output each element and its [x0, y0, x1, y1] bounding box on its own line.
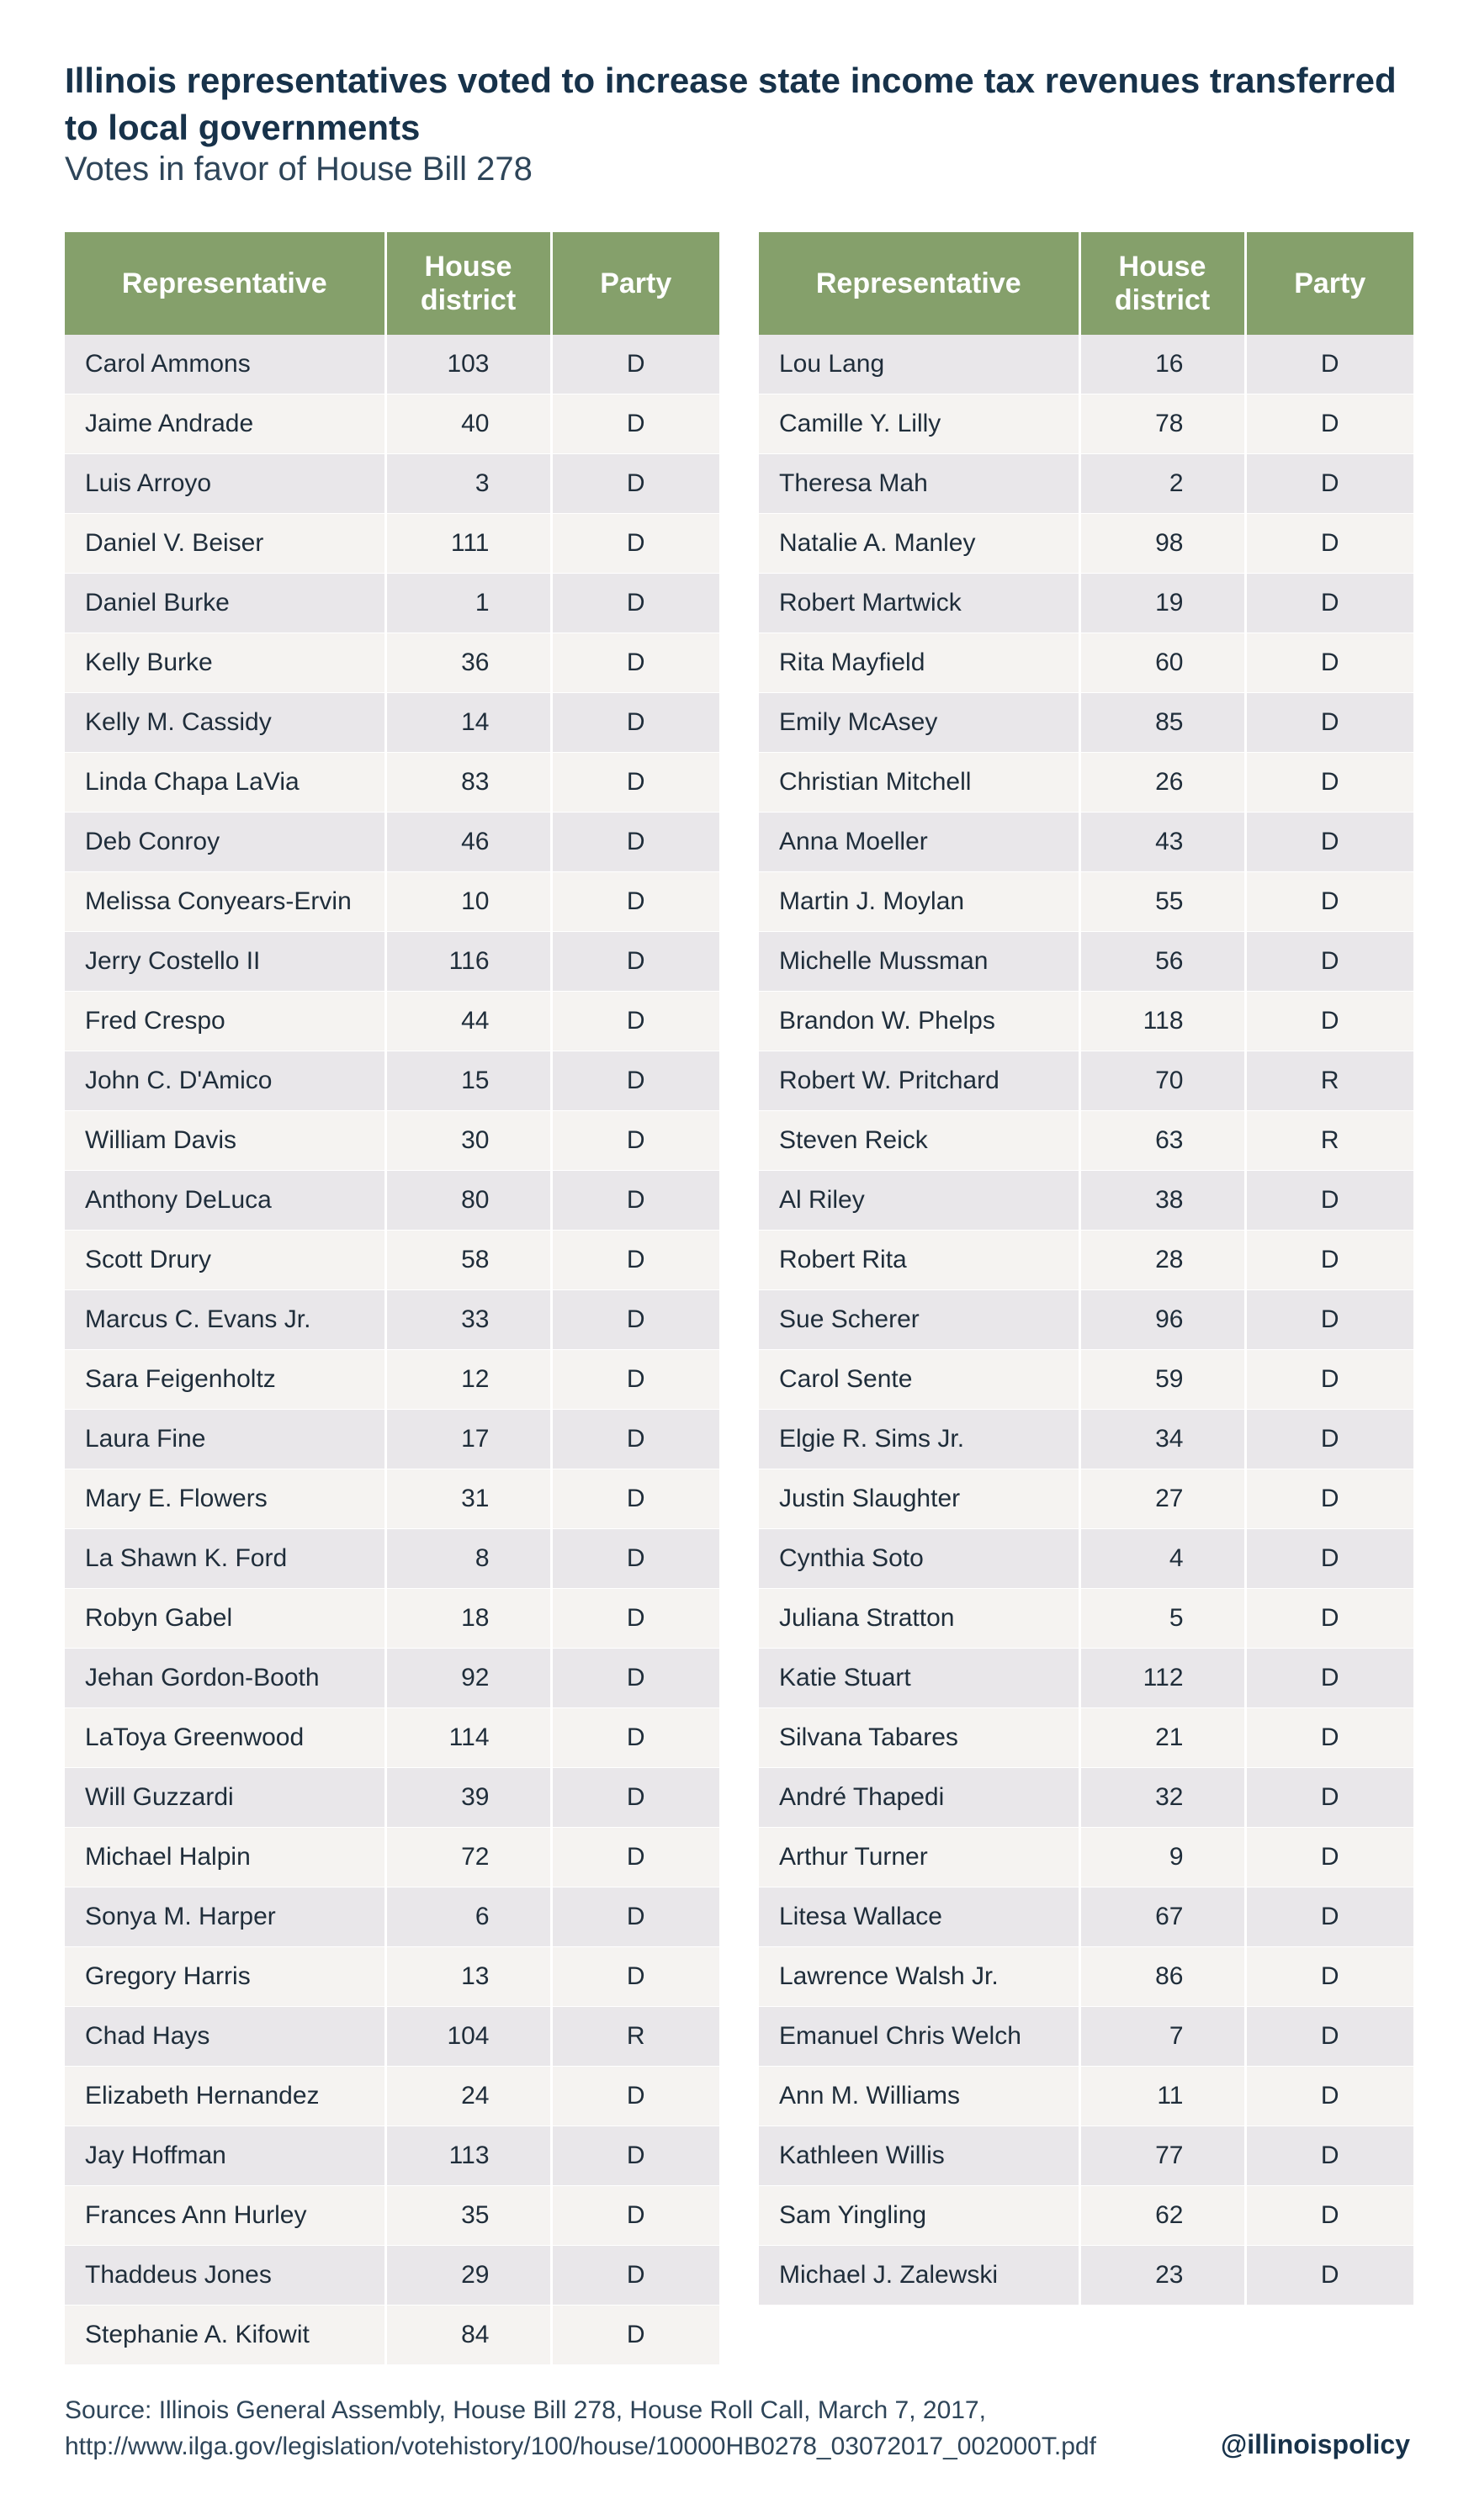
house-district: 3	[385, 454, 551, 514]
party: D	[1245, 1350, 1413, 1410]
table-row	[759, 1350, 1413, 1410]
representative-name: Daniel V. Beiser	[65, 514, 385, 574]
party: D	[551, 1051, 719, 1111]
table-row	[65, 2126, 719, 2186]
table-row	[759, 1649, 1413, 1708]
representative-name: William Davis	[65, 1111, 385, 1171]
party: D	[1245, 932, 1413, 992]
table-row	[65, 932, 719, 992]
table-body-left	[65, 335, 719, 2365]
table-row	[759, 1290, 1413, 1350]
table-row	[65, 1469, 719, 1529]
house-district: 39	[385, 1768, 551, 1828]
party: D	[551, 2067, 719, 2126]
representative-name: Brandon W. Phelps	[759, 992, 1079, 1051]
representative-name: Jerry Costello II	[65, 932, 385, 992]
house-district: 86	[1079, 1947, 1245, 2007]
table-row	[65, 992, 719, 1051]
representative-name: Kelly M. Cassidy	[65, 693, 385, 753]
representative-name: Stephanie A. Kifowit	[65, 2306, 385, 2365]
representative-name: Camille Y. Lilly	[759, 394, 1079, 454]
party: D	[551, 932, 719, 992]
social-handle: @illinoispolicy	[1220, 2429, 1410, 2459]
table-row	[759, 1410, 1413, 1469]
table-row	[759, 2246, 1413, 2306]
table-row	[65, 1589, 719, 1649]
table-row	[65, 633, 719, 693]
party: D	[1245, 872, 1413, 932]
party: D	[551, 1649, 719, 1708]
column-header-house-district: House district	[1079, 232, 1245, 335]
table-row	[759, 693, 1413, 753]
representative-name: Frances Ann Hurley	[65, 2186, 385, 2246]
house-district: 28	[1079, 1231, 1245, 1290]
representative-name: Thaddeus Jones	[65, 2246, 385, 2306]
representative-name: Robert W. Pritchard	[759, 1051, 1079, 1111]
house-district: 67	[1079, 1887, 1245, 1947]
party: D	[551, 1887, 719, 1947]
table-row	[65, 813, 719, 872]
house-district: 55	[1079, 872, 1245, 932]
house-district: 21	[1079, 1708, 1245, 1768]
representative-name: Robert Rita	[759, 1231, 1079, 1290]
party: R	[1245, 1111, 1413, 1171]
house-district: 77	[1079, 2126, 1245, 2186]
table-row	[65, 2067, 719, 2126]
party: D	[551, 1350, 719, 1410]
party: D	[1245, 633, 1413, 693]
house-district: 8	[385, 1529, 551, 1589]
representative-name: Kathleen Willis	[759, 2126, 1079, 2186]
table-row	[65, 2306, 719, 2365]
house-district: 33	[385, 1290, 551, 1350]
house-district: 24	[385, 2067, 551, 2126]
house-district: 27	[1079, 1469, 1245, 1529]
table-row	[65, 514, 719, 574]
column-header-party: Party	[1245, 232, 1413, 335]
representative-name: Jaime Andrade	[65, 394, 385, 454]
party: D	[551, 693, 719, 753]
table-row	[65, 1051, 719, 1111]
house-district: 116	[385, 932, 551, 992]
representative-name: Linda Chapa LaVia	[65, 753, 385, 813]
page-title: Illinois representatives voted to increase state income tax revenues transferred to local governments	[65, 61, 1397, 147]
representative-name: Steven Reick	[759, 1111, 1079, 1171]
representative-name: Mary E. Flowers	[65, 1469, 385, 1529]
representative-name: LaToya Greenwood	[65, 1708, 385, 1768]
representative-name: Will Guzzardi	[65, 1768, 385, 1828]
representative-name: Justin Slaughter	[759, 1469, 1079, 1529]
house-district: 44	[385, 992, 551, 1051]
table-row	[759, 633, 1413, 693]
house-district: 11	[1079, 2067, 1245, 2126]
table-row	[759, 1589, 1413, 1649]
house-district: 70	[1079, 1051, 1245, 1111]
party: D	[1245, 1947, 1413, 2007]
house-district: 85	[1079, 693, 1245, 753]
table-row	[759, 514, 1413, 574]
party: D	[1245, 1828, 1413, 1887]
table-header-row	[65, 232, 719, 335]
party: D	[1245, 2246, 1413, 2306]
party: D	[1245, 693, 1413, 753]
party: D	[551, 1410, 719, 1469]
party: D	[551, 454, 719, 514]
representative-name: Al Riley	[759, 1171, 1079, 1231]
party: R	[551, 2007, 719, 2067]
table-row	[65, 1887, 719, 1947]
house-district: 80	[385, 1171, 551, 1231]
representative-name: Rita Mayfield	[759, 633, 1079, 693]
representative-name: Anthony DeLuca	[65, 1171, 385, 1231]
representative-name: Arthur Turner	[759, 1828, 1079, 1887]
table-row	[759, 813, 1413, 872]
table-row	[759, 574, 1413, 633]
representative-name: Cynthia Soto	[759, 1529, 1079, 1589]
representative-name: Elgie R. Sims Jr.	[759, 1410, 1079, 1469]
house-district: 72	[385, 1828, 551, 1887]
table-row	[65, 394, 719, 454]
table-row	[65, 1529, 719, 1589]
table-header-row	[759, 232, 1413, 335]
house-district: 40	[385, 394, 551, 454]
house-district: 103	[385, 335, 551, 394]
table-row	[759, 992, 1413, 1051]
table-row	[759, 1887, 1413, 1947]
representative-name: Elizabeth Hernandez	[65, 2067, 385, 2126]
party: D	[1245, 1649, 1413, 1708]
house-district: 1	[385, 574, 551, 633]
representative-name: Ann M. Williams	[759, 2067, 1079, 2126]
representative-name: Michelle Mussman	[759, 932, 1079, 992]
party: D	[551, 2246, 719, 2306]
house-district: 15	[385, 1051, 551, 1111]
party: D	[1245, 2067, 1413, 2126]
table-row	[65, 335, 719, 394]
house-district: 7	[1079, 2007, 1245, 2067]
house-district: 19	[1079, 574, 1245, 633]
party: D	[551, 1290, 719, 1350]
house-district: 46	[385, 813, 551, 872]
party: D	[551, 1768, 719, 1828]
party: D	[551, 1111, 719, 1171]
party: D	[1245, 514, 1413, 574]
house-district: 78	[1079, 394, 1245, 454]
party: D	[551, 514, 719, 574]
party: D	[1245, 992, 1413, 1051]
party: D	[551, 1469, 719, 1529]
house-district: 63	[1079, 1111, 1245, 1171]
representative-name: Melissa Conyears-Ervin	[65, 872, 385, 932]
house-district: 104	[385, 2007, 551, 2067]
table-row	[65, 1768, 719, 1828]
representative-name: Lou Lang	[759, 335, 1079, 394]
party: D	[551, 1231, 719, 1290]
party: D	[1245, 1290, 1413, 1350]
representative-name: Carol Ammons	[65, 335, 385, 394]
party: D	[551, 1529, 719, 1589]
house-district: 34	[1079, 1410, 1245, 1469]
party: D	[551, 1708, 719, 1768]
table-row	[759, 1231, 1413, 1290]
representative-name: Kelly Burke	[65, 633, 385, 693]
representative-name: Luis Arroyo	[65, 454, 385, 514]
party: D	[1245, 1231, 1413, 1290]
representative-name: Daniel Burke	[65, 574, 385, 633]
representative-name: Lawrence Walsh Jr.	[759, 1947, 1079, 2007]
representative-name: Natalie A. Manley	[759, 514, 1079, 574]
table-row	[759, 2186, 1413, 2246]
representative-name: Carol Sente	[759, 1350, 1079, 1410]
representative-name: Martin J. Moylan	[759, 872, 1079, 932]
representative-name: Robyn Gabel	[65, 1589, 385, 1649]
table-row	[65, 1947, 719, 2007]
party: D	[551, 753, 719, 813]
house-district: 13	[385, 1947, 551, 2007]
table-row	[759, 1529, 1413, 1589]
table-row	[65, 1410, 719, 1469]
representative-name: Deb Conroy	[65, 813, 385, 872]
table-row	[65, 1171, 719, 1231]
representative-name: André Thapedi	[759, 1768, 1079, 1828]
column-header-party: Party	[551, 232, 719, 335]
column-header-house-district: House district	[385, 232, 551, 335]
table-row	[65, 1231, 719, 1290]
house-district: 26	[1079, 753, 1245, 813]
table-row	[759, 1111, 1413, 1171]
table-row	[65, 1708, 719, 1768]
house-district: 17	[385, 1410, 551, 1469]
table-row	[759, 335, 1413, 394]
representative-name: Chad Hays	[65, 2007, 385, 2067]
table-row	[759, 1708, 1413, 1768]
table-row	[759, 2126, 1413, 2186]
table-row	[65, 1350, 719, 1410]
house-district: 98	[1079, 514, 1245, 574]
representative-name: Emanuel Chris Welch	[759, 2007, 1079, 2067]
table-row	[65, 693, 719, 753]
party: D	[1245, 1529, 1413, 1589]
house-district: 111	[385, 514, 551, 574]
house-district: 16	[1079, 335, 1245, 394]
party: D	[551, 335, 719, 394]
house-district: 92	[385, 1649, 551, 1708]
table-row	[65, 872, 719, 932]
party: D	[1245, 1469, 1413, 1529]
party: D	[1245, 753, 1413, 813]
column-header-representative: Representative	[65, 232, 385, 335]
house-district: 84	[385, 2306, 551, 2365]
representative-name: Robert Martwick	[759, 574, 1079, 633]
representative-name: Marcus C. Evans Jr.	[65, 1290, 385, 1350]
house-district: 114	[385, 1708, 551, 1768]
party: D	[1245, 394, 1413, 454]
party: D	[551, 1947, 719, 2007]
party: D	[551, 2306, 719, 2365]
house-district: 60	[1079, 633, 1245, 693]
party: D	[1245, 1708, 1413, 1768]
representative-name: Katie Stuart	[759, 1649, 1079, 1708]
representatives-table-right	[759, 232, 1413, 2306]
house-district: 9	[1079, 1828, 1245, 1887]
house-district: 14	[385, 693, 551, 753]
party: D	[551, 574, 719, 633]
house-district: 23	[1079, 2246, 1245, 2306]
house-district: 58	[385, 1231, 551, 1290]
house-district: 96	[1079, 1290, 1245, 1350]
representative-name: Juliana Stratton	[759, 1589, 1079, 1649]
table-row	[65, 2246, 719, 2306]
representative-name: Michael J. Zalewski	[759, 2246, 1079, 2306]
party: D	[1245, 454, 1413, 514]
party: D	[1245, 1768, 1413, 1828]
table-row	[65, 1111, 719, 1171]
house-district: 2	[1079, 454, 1245, 514]
representative-name: Sara Feigenholtz	[65, 1350, 385, 1410]
party: D	[1245, 2007, 1413, 2067]
table-row	[759, 2067, 1413, 2126]
table-row	[759, 753, 1413, 813]
house-district: 30	[385, 1111, 551, 1171]
house-district: 43	[1079, 813, 1245, 872]
table-row	[759, 394, 1413, 454]
representative-name: Jehan Gordon-Booth	[65, 1649, 385, 1708]
page-subtitle: Votes in favor of House Bill 278	[65, 151, 533, 188]
party: D	[1245, 574, 1413, 633]
party: D	[551, 633, 719, 693]
party: D	[1245, 813, 1413, 872]
house-district: 32	[1079, 1768, 1245, 1828]
table-row	[759, 1171, 1413, 1231]
house-district: 29	[385, 2246, 551, 2306]
representative-name: Sam Yingling	[759, 2186, 1079, 2246]
party: D	[1245, 1589, 1413, 1649]
table-row	[65, 2007, 719, 2067]
table-row	[759, 932, 1413, 992]
party: D	[1245, 2126, 1413, 2186]
representative-name: Litesa Wallace	[759, 1887, 1079, 1947]
source-note: Source: Illinois General Assembly, House Bill 278, House Roll Call, March 7, 2017, http://www.ilga.gov/legislation/votehistory/100/house/10000HB0278_03072017_002000T.pdf	[65, 2396, 1096, 2460]
house-district: 59	[1079, 1350, 1245, 1410]
party: D	[551, 872, 719, 932]
representative-name: Gregory Harris	[65, 1947, 385, 2007]
table-row	[759, 872, 1413, 932]
representative-name: Fred Crespo	[65, 992, 385, 1051]
representative-name: Emily McAsey	[759, 693, 1079, 753]
party: D	[1245, 2186, 1413, 2246]
party: D	[551, 992, 719, 1051]
column-header-representative: Representative	[759, 232, 1079, 335]
representative-name: Sue Scherer	[759, 1290, 1079, 1350]
party: D	[1245, 335, 1413, 394]
party: D	[551, 2126, 719, 2186]
table-row	[65, 2186, 719, 2246]
party: D	[551, 1171, 719, 1231]
table-row	[759, 454, 1413, 514]
representative-name: Silvana Tabares	[759, 1708, 1079, 1768]
party: D	[551, 2186, 719, 2246]
party: D	[551, 813, 719, 872]
house-district: 118	[1079, 992, 1245, 1051]
representative-name: Anna Moeller	[759, 813, 1079, 872]
party: D	[551, 394, 719, 454]
house-district: 112	[1079, 1649, 1245, 1708]
party: D	[1245, 1410, 1413, 1469]
representative-name: Scott Drury	[65, 1231, 385, 1290]
representative-name: Laura Fine	[65, 1410, 385, 1469]
house-district: 38	[1079, 1171, 1245, 1231]
party: D	[1245, 1171, 1413, 1231]
house-district: 4	[1079, 1529, 1245, 1589]
house-district: 6	[385, 1887, 551, 1947]
table-row	[65, 454, 719, 514]
house-district: 113	[385, 2126, 551, 2186]
representative-name: La Shawn K. Ford	[65, 1529, 385, 1589]
representative-name: Theresa Mah	[759, 454, 1079, 514]
house-district: 31	[385, 1469, 551, 1529]
party: D	[551, 1828, 719, 1887]
party: D	[1245, 1887, 1413, 1947]
table-row	[759, 1051, 1413, 1111]
house-district: 5	[1079, 1589, 1245, 1649]
representative-name: Jay Hoffman	[65, 2126, 385, 2186]
representative-name: Michael Halpin	[65, 1828, 385, 1887]
table-row	[65, 1290, 719, 1350]
party: D	[551, 1589, 719, 1649]
house-district: 36	[385, 633, 551, 693]
table-row	[65, 753, 719, 813]
house-district: 12	[385, 1350, 551, 1410]
table-row	[759, 1828, 1413, 1887]
house-district: 18	[385, 1589, 551, 1649]
table-row	[65, 1828, 719, 1887]
representative-name: Sonya M. Harper	[65, 1887, 385, 1947]
representative-name: John C. D'Amico	[65, 1051, 385, 1111]
table-row	[65, 1649, 719, 1708]
party: R	[1245, 1051, 1413, 1111]
house-district: 10	[385, 872, 551, 932]
table-row	[759, 1947, 1413, 2007]
table-row	[759, 2007, 1413, 2067]
representative-name: Christian Mitchell	[759, 753, 1079, 813]
house-district: 83	[385, 753, 551, 813]
table-row	[65, 574, 719, 633]
table-row	[759, 1768, 1413, 1828]
table-row	[759, 1469, 1413, 1529]
house-district: 56	[1079, 932, 1245, 992]
representatives-table-left	[65, 232, 719, 2365]
house-district: 35	[385, 2186, 551, 2246]
house-district: 62	[1079, 2186, 1245, 2246]
table-body-right	[759, 335, 1413, 2306]
